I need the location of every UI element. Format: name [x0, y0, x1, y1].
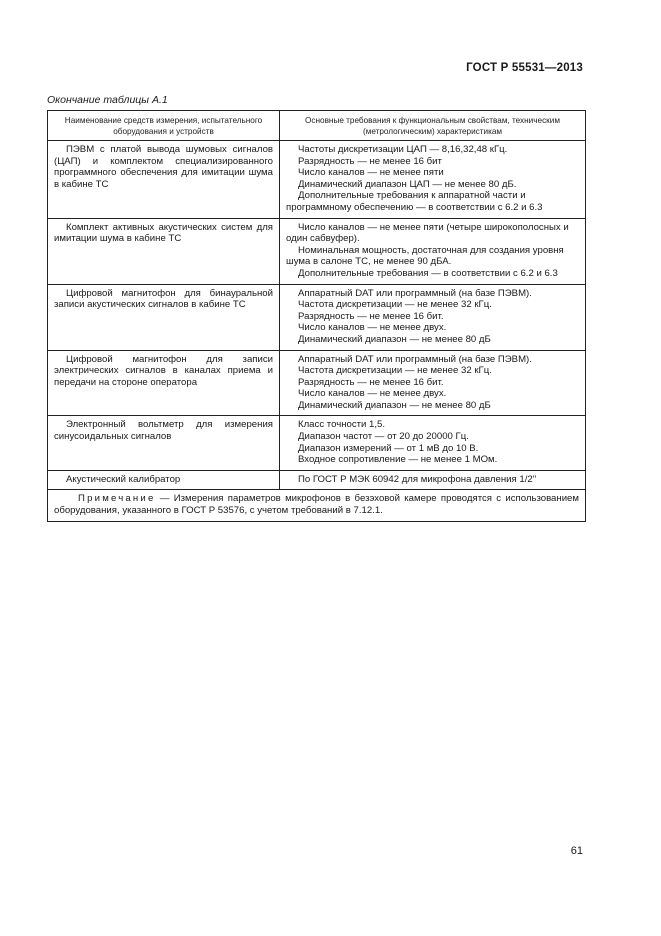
table-row	[48, 416, 586, 470]
note-text: — Измерения параметров микрофонов в безэховой камере проводятся с использованием оборудования, указанного в ГОСТ Р 53576, с учетом требований в 7.12.1.	[54, 493, 579, 517]
requirement-line: Номинальная мощность, достаточная для создания уровня шума в салоне ТС, не менее 90 дБА.	[286, 244, 564, 268]
equipment-name-cell: Цифровой магнитофон для записи электрических сигналов в каналах приема и передачи на стороне оператора	[48, 350, 280, 416]
requirement-line: Диапазон частот — от 20 до 20000 Гц.	[298, 431, 469, 443]
equipment-name-cell: Акустический калибратор	[48, 470, 280, 490]
requirements-cell	[280, 218, 586, 284]
table-row	[48, 141, 586, 219]
requirement-line: Аппаратный DAT или программный (на базе ПЭВМ).	[298, 287, 532, 299]
equipment-name-cell: Цифровой магнитофон для бинауральной записи акустических сигналов в кабине ТС	[48, 284, 280, 350]
header-requirements: Основные требования к функциональным свойствам, техническим (метрологическим) характеристикам	[280, 111, 586, 141]
requirement-line: Число каналов — не менее пяти	[298, 167, 444, 179]
requirement-line: Дополнительные требования — в соответствии с 6.2 и 6.3	[298, 267, 558, 279]
equipment-name-cell: Комплект активных акустических систем для имитации шума в кабине ТС	[48, 218, 280, 284]
requirement-line: Частота дискретизации — не менее 32 кГц.	[298, 299, 492, 311]
requirement-line: Диапазон измерений — от 1 мВ до 10 В.	[298, 442, 479, 454]
equipment-name-cell: ПЭВМ с платой вывода шумовых сигналов (ЦАП) и комплектом специализированного программного обеспечения для имитации шума в кабине ТС	[48, 141, 280, 219]
requirements-cell	[280, 416, 586, 470]
requirement-line: Разрядность — не менее 16 бит.	[298, 310, 444, 322]
requirements-table	[47, 110, 586, 522]
equipment-name-cell: Электронный вольтметр для измерения синусоидальных сигналов	[48, 416, 280, 470]
requirements-cell	[280, 141, 586, 219]
table-header-row	[48, 111, 586, 141]
requirement-line: Разрядность — не менее 16 бит.	[298, 376, 444, 388]
requirement-line: Динамический диапазон — не менее 80 дБ	[298, 399, 491, 411]
requirement-line: Число каналов — не менее пяти (четыре широкополосных и один сабвуфер).	[286, 221, 569, 245]
requirement-line: Входное сопротивление — не менее 1 МОм.	[298, 454, 498, 466]
requirement-line: Дополнительные требования к аппаратной части и программному обеспечению — в соответствии с 6.2 и 6.3	[286, 190, 543, 213]
note-label: Примечание	[78, 493, 156, 505]
table-row	[48, 470, 586, 490]
table-note-row	[48, 490, 586, 521]
requirement-line: Частота дискретизации — не менее 32 кГц.	[298, 365, 492, 377]
table-row	[48, 218, 586, 284]
requirement-line: Частоты дискретизации ЦАП — 8,16,32,48 кГц.	[298, 144, 508, 155]
requirement-line: Число каналов — не менее двух.	[298, 322, 447, 334]
requirement-line: Динамический диапазон ЦАП — не менее 80 дБ.	[298, 178, 517, 190]
requirement-line: Класс точности 1,5.	[298, 419, 386, 431]
requirement-line: Разрядность — не менее 16 бит	[298, 155, 442, 167]
table-note	[48, 490, 586, 521]
requirement-line: Аппаратный DAT или программный (на базе ПЭВМ).	[298, 353, 532, 365]
requirements-cell	[280, 284, 586, 350]
header-equipment-name: Наименование средств измерения, испытательного оборудования и устройств	[48, 111, 280, 141]
table-row	[48, 284, 586, 350]
requirement-line: Число каналов — не менее двух.	[298, 388, 447, 400]
document-standard-number: ГОСТ Р 55531—2013	[466, 62, 583, 74]
requirement-line: Динамический диапазон — не менее 80 дБ	[298, 333, 491, 345]
requirement-line: По ГОСТ Р МЭК 60942 для микрофона давления 1/2"	[298, 473, 537, 485]
requirements-cell	[280, 470, 586, 490]
table-caption: Окончание таблицы А.1	[47, 94, 168, 106]
requirements-cell	[280, 350, 586, 416]
page-number: 61	[570, 845, 583, 857]
table-row	[48, 350, 586, 416]
